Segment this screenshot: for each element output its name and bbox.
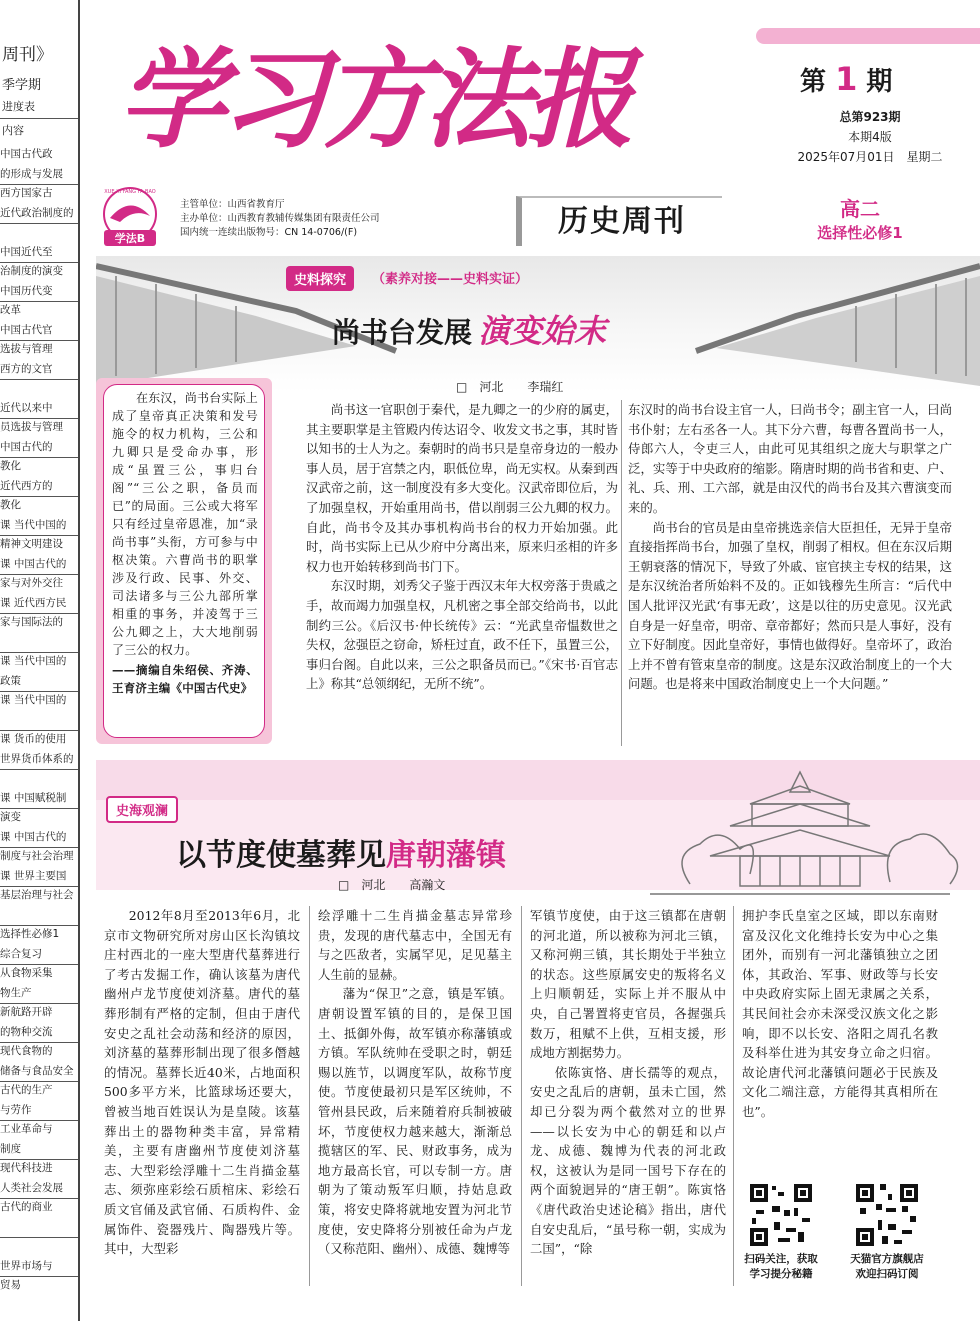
sidebar-item: 中国古代政 (0, 148, 53, 160)
sidebar-item: 教化 (0, 460, 21, 472)
sidebar-item: 新航路开辟 (0, 1006, 53, 1018)
issue-number: 第 1 期 (800, 60, 893, 98)
sidebar-item: 制度 (0, 1142, 21, 1155)
section-tag: 史料探究 (286, 266, 354, 291)
sidebar-item: 中国近代至 (0, 245, 53, 258)
article2-column-4: 拥护李氏皇室之区域，即以东南财富及汉化文化维持长安为中心之集团外，而别有一河北藩镇独立之团体，其政治、军事、财政等与长安中央政府实际上固无隶属之关系，其民间社会亦未深受汉族文化之影响，即不以长安、洛阳之周孔名教及科举仕进为其安身立命之归宿。故论唐代河北藩镇问题必于民族及文化二端注意，方能得其真相所在也”。 (742, 908, 938, 1119)
sidebar-item: 选拔与管理 (0, 343, 53, 355)
article2-column-1: 2012年8月至2013年6月，北京市文物研究所对房山区长沟镇坟庄村西北的一座大型唐代墓葬进行了考古发掘工作，确认该墓为唐代幽州卢龙节度使刘济墓。唐代的墓葬形制有严格的定制，但由于唐代安史之乱社会动荡和经济的原因，刘济墓的墓葬形制出现了很多僭越的情况。墓葬长近40米，占地面积500多平方米，比篮球场还要大，曾被当地百姓误认为是皇陵。该墓葬出土的器物种类丰富，异常精美，主要有唐幽州节度使刘济墓志、大型彩绘浮雕十二生肖描金墓志、须弥座彩绘石质棺床、彩绘石质文官俑及武官俑、石质构件、金属饰件、瓷器残片、陶器残片等。其中，大型彩 (104, 908, 300, 1257)
sidebar-item: 近代以来中 (0, 401, 53, 414)
publisher-emblem-icon (98, 186, 162, 248)
article1-byline: □ 河北 李瑞红 (456, 380, 564, 394)
article2-title: 以节度使墓葬见唐朝藩镇 (176, 838, 506, 873)
sidebar-item: 政策 (0, 674, 21, 687)
sidebar-item: 从食物采集 (0, 967, 53, 979)
sidebar-item: 西方国家古 (0, 187, 53, 199)
sidebar-semester: 季学期 (2, 78, 42, 93)
sidebar-item: 课 当代中国的 (0, 694, 67, 706)
sidebar-item: 综合复习 (0, 947, 42, 960)
issue-date: 2025年07月01日 星期二 (797, 150, 943, 164)
grade-label: 高二 选择性必修1 (817, 197, 903, 242)
sidebar-item: 教化 (0, 499, 21, 511)
article1-column-1: 尚书这一官职创于秦代，是九卿之一的少府的属吏，其主要职掌是主管殿内传达诏令、收发文书之事，其时皆以知书的士人为之。秦朝时的尚书只是皇帝身边的一般办事人员，居于宫禁之内，职低位卑，尚无实权。从秦到西汉武帝之前，这一制度没有多大变化。汉武帝即位后，为了加强皇权，开始重用尚书，借以削弱三公九卿的权力。自此，尚书令及其办事机构尚书台的权力开始加强。此时，尚书实际上已从少府中分离出来，原来归丞相的许多权力也开始转移到尚书门下。 东汉时期，刘秀父子鉴于西汉末年大权旁落于贵戚之手，故而竭力加强皇权，凡机密之事全部交给尚书，以此制约三公。《后汉书·仲长统传》云：“光武皇帝愠数世之失权，忿强臣之窃命，矫枉过直，政不任下，虽置三公，事归台阁。自此以来，三公之职备员而已。”《宋书·百官志上》称其“总领纲纪，无所不统”。 (306, 402, 618, 692)
sidebar-item: 课 当代中国的 (0, 655, 67, 667)
sidebar-item: 家与国际法的 (0, 616, 63, 628)
header-accent-bar (756, 28, 980, 44)
sidebar-item: 的物种交流 (0, 1025, 53, 1038)
sidebar-item: 治制度的演变 (0, 265, 63, 277)
issue-info (770, 107, 970, 167)
article1-column-2: 东汉时的尚书台设主官一人，曰尚书令；副主官一人，曰尚书仆射；左右丞各一人。其下分六曹，每曹各置尚书一人，侍郎六人，令吏三人，由此可见其组织之庞大与职掌之广泛，实等于中央政府的缩影。隋唐时期的尚书省和吏、户、礼、兵、刑、工六部，就是由汉代的尚书台及其六曹演变而来的。 尚书台的官员是由皇帝挑选亲信大臣担任，无异于皇帝直接指挥尚书台，加强了皇权，削弱了相权。但在东汉后期王朝衰落的情况下，导致了外戚、宦官挟主专权的结果，这是东汉统治者所始料不及的。正如钱穆先生所言：“后代中国人批评汉光武‘有事无政’，这是以往的历史意见。汉光武自身是一好皇帝，明帝、章帝都好；然而只是人事好，没有立下好制度。因此皇帝好，事情也做得好。皇帝坏了，政治上并不曾有管束皇帝的制度。这是东汉政治制度上的一个大问题。也是将来中国政治制度史上一个大问题。” (628, 402, 952, 692)
sidebar-item: 基层治理与社会 (0, 889, 74, 901)
sidebar-item: 课 中国古代的 (0, 557, 67, 570)
quote-text: 在东汉，尚书台实际上成了皇帝真正决策和发号施令的权力机构，三公和九卿只是受命办事，形成“虽置三公，事归台阁”“三公之职，备员而已”的局面。三公或大将军只有经过皇帝恩准，加“录尚书事”头衔，方可参与中枢决策。六曹尚书的职掌涉及行政、民事、外交、司法诸多与三公九部所掌相重的事务，并凌驾于三公九卿之上，大大地削弱了三公的权力。 (112, 391, 259, 657)
sidebar-item: 演变 (0, 811, 21, 823)
sidebar-item: 近代西方的 (0, 479, 53, 492)
sidebar-item: 近代政治制度的 (0, 206, 74, 219)
publisher-info: 主管单位：山西省教育厅 主办单位：山西教育教辅传媒集团有限责任公司 国内统一连续出版物号：CN 14-0706/(F) (180, 199, 380, 238)
emblem-mark: 学法B (114, 232, 146, 245)
article2-column-2: 绘浮雕十二生肖描金墓志异常珍贵，发现的唐代墓志中，全国无有与之匹敌者，实属罕见，足见墓主人生前的显赫。 藩为“保卫”之意，镇是军镇。唐朝设置军镇的目的，是保卫国土、抵御外侮，故军镇亦称藩镇或方镇。军队统帅在受职之时，朝廷赐以旌节，以调度军队，故称节度使。节度使最初只是军区统帅，不管州县民政，后来随着府兵制被破坏，节度使权力越来越大，渐渐总揽辖区的军、民、财政事务，成为地方最高长官，可以专制一方。唐朝为了策动叛军归顺，持姑息政策，将安史降将就地安置为河北节度使，安史降将分别被任命为卢龙（又称范阳、幽州）、成德、魏博等 (318, 908, 512, 1257)
sidebar-item: 中国历代变 (0, 284, 53, 297)
qr-code-icon[interactable] (748, 1182, 814, 1248)
newspaper-logo: 学习方法报 (118, 37, 629, 163)
total-issue: 总第923期 (839, 110, 901, 124)
sidebar-item: 改革 (0, 304, 21, 316)
sidebar-item: 贸易 (0, 1279, 21, 1291)
sidebar-schedule: 进度表 (2, 100, 35, 113)
sidebar-item: 古代的商业 (0, 1201, 53, 1213)
sidebar-item: 课 中国古代的 (0, 830, 67, 843)
sidebar-item: 现代食物的 (0, 1045, 53, 1057)
sidebar-item: 世界货币体系的 (0, 752, 74, 765)
sidebar-item: 古代的生产 (0, 1084, 53, 1096)
article1-title: 尚书台发展 演变始末 (332, 312, 607, 350)
sidebar-title: 周刊》 (2, 45, 53, 65)
article2-column-3: 军镇节度使，由于这三镇都在唐朝的河北道，所以被称为河北三镇，又称河朔三镇，其长期处于半独立的状态。这些原属安史的叛将名义上归顺朝廷，实际上并不服从中央，自己署置将吏官员，各握强兵数万，租赋不上供，互相支援，形成地方割据势力。 依陈寅恪、唐长孺等的观点，安史之乱后的唐朝，虽未亡国，然却已分裂为两个截然对立的世界——以长安为中心的朝廷和以卢龙、成德、魏博为代表的河北政权，这被认为是同一国号下存在的两个面貌迥异的“唐王朝”。陈寅恪《唐代政治史述论稿》指出，唐代自安史乱后，“虽号称一朝，实成为二国”，“除 (530, 908, 726, 1257)
article2-byline: □ 河北 高瀚文 (338, 878, 446, 892)
sidebar-contents-header: 内容 (2, 124, 24, 137)
sidebar-item: 课 中国赋税制 (0, 791, 67, 804)
sidebar-item: 人类社会发展 (0, 1181, 63, 1194)
sidebar-item: 课 当代中国的 (0, 518, 67, 531)
sidebar-item: 的形成与发展 (0, 167, 63, 180)
sidebar-item: 与劳作 (0, 1103, 32, 1116)
sidebar-item: 工业革命与 (0, 1123, 53, 1135)
sidebar-item: 制度与社会治理 (0, 850, 74, 862)
quote-box (103, 384, 265, 738)
edition-title: 历史周刊 (516, 196, 722, 246)
sidebar-item: 课 世界主要国 (0, 869, 67, 882)
page-count: 本期4版 (848, 130, 892, 144)
section-subtag: （素养对接——史料实证） (372, 272, 529, 287)
sidebar-item: 员选拔与管理 (0, 421, 63, 433)
sidebar-item: 精神文明建设 (0, 538, 63, 550)
qr-caption-2: 天猫官方旗舰店 欢迎扫码订阅 (850, 1253, 924, 1280)
sidebar-item: 世界市场与 (0, 1259, 53, 1272)
sidebar-item: 现代科技进 (0, 1162, 53, 1174)
sidebar-item: 中国古代的 (0, 440, 53, 453)
emblem-text: XUE XI FANG FA BAO (104, 189, 156, 195)
sidebar-item: 选择性必修1 (0, 928, 60, 940)
sidebar-item: 西方的文官 (0, 362, 53, 375)
sidebar-item: 储备与食品安全 (0, 1064, 74, 1077)
sidebar-item: 课 货币的使用 (0, 733, 67, 745)
sidebar-table-of-contents (0, 0, 80, 1321)
sidebar-item: 物生产 (0, 986, 32, 999)
qr-caption-1: 扫码关注，获取 学习提分秘籍 (744, 1253, 818, 1280)
sidebar-item: 课 近代西方民 (0, 596, 67, 609)
sidebar-item: 家与对外交往 (0, 577, 63, 589)
section-tag: 史海观澜 (106, 796, 178, 823)
sidebar-item: 中国古代官 (0, 323, 53, 336)
pavilion-illustration (630, 764, 970, 904)
quote-source: ——摘编自朱绍侯、齐涛、王育济主编《中国古代史》 (112, 663, 258, 695)
qr-code-icon[interactable] (854, 1182, 920, 1248)
